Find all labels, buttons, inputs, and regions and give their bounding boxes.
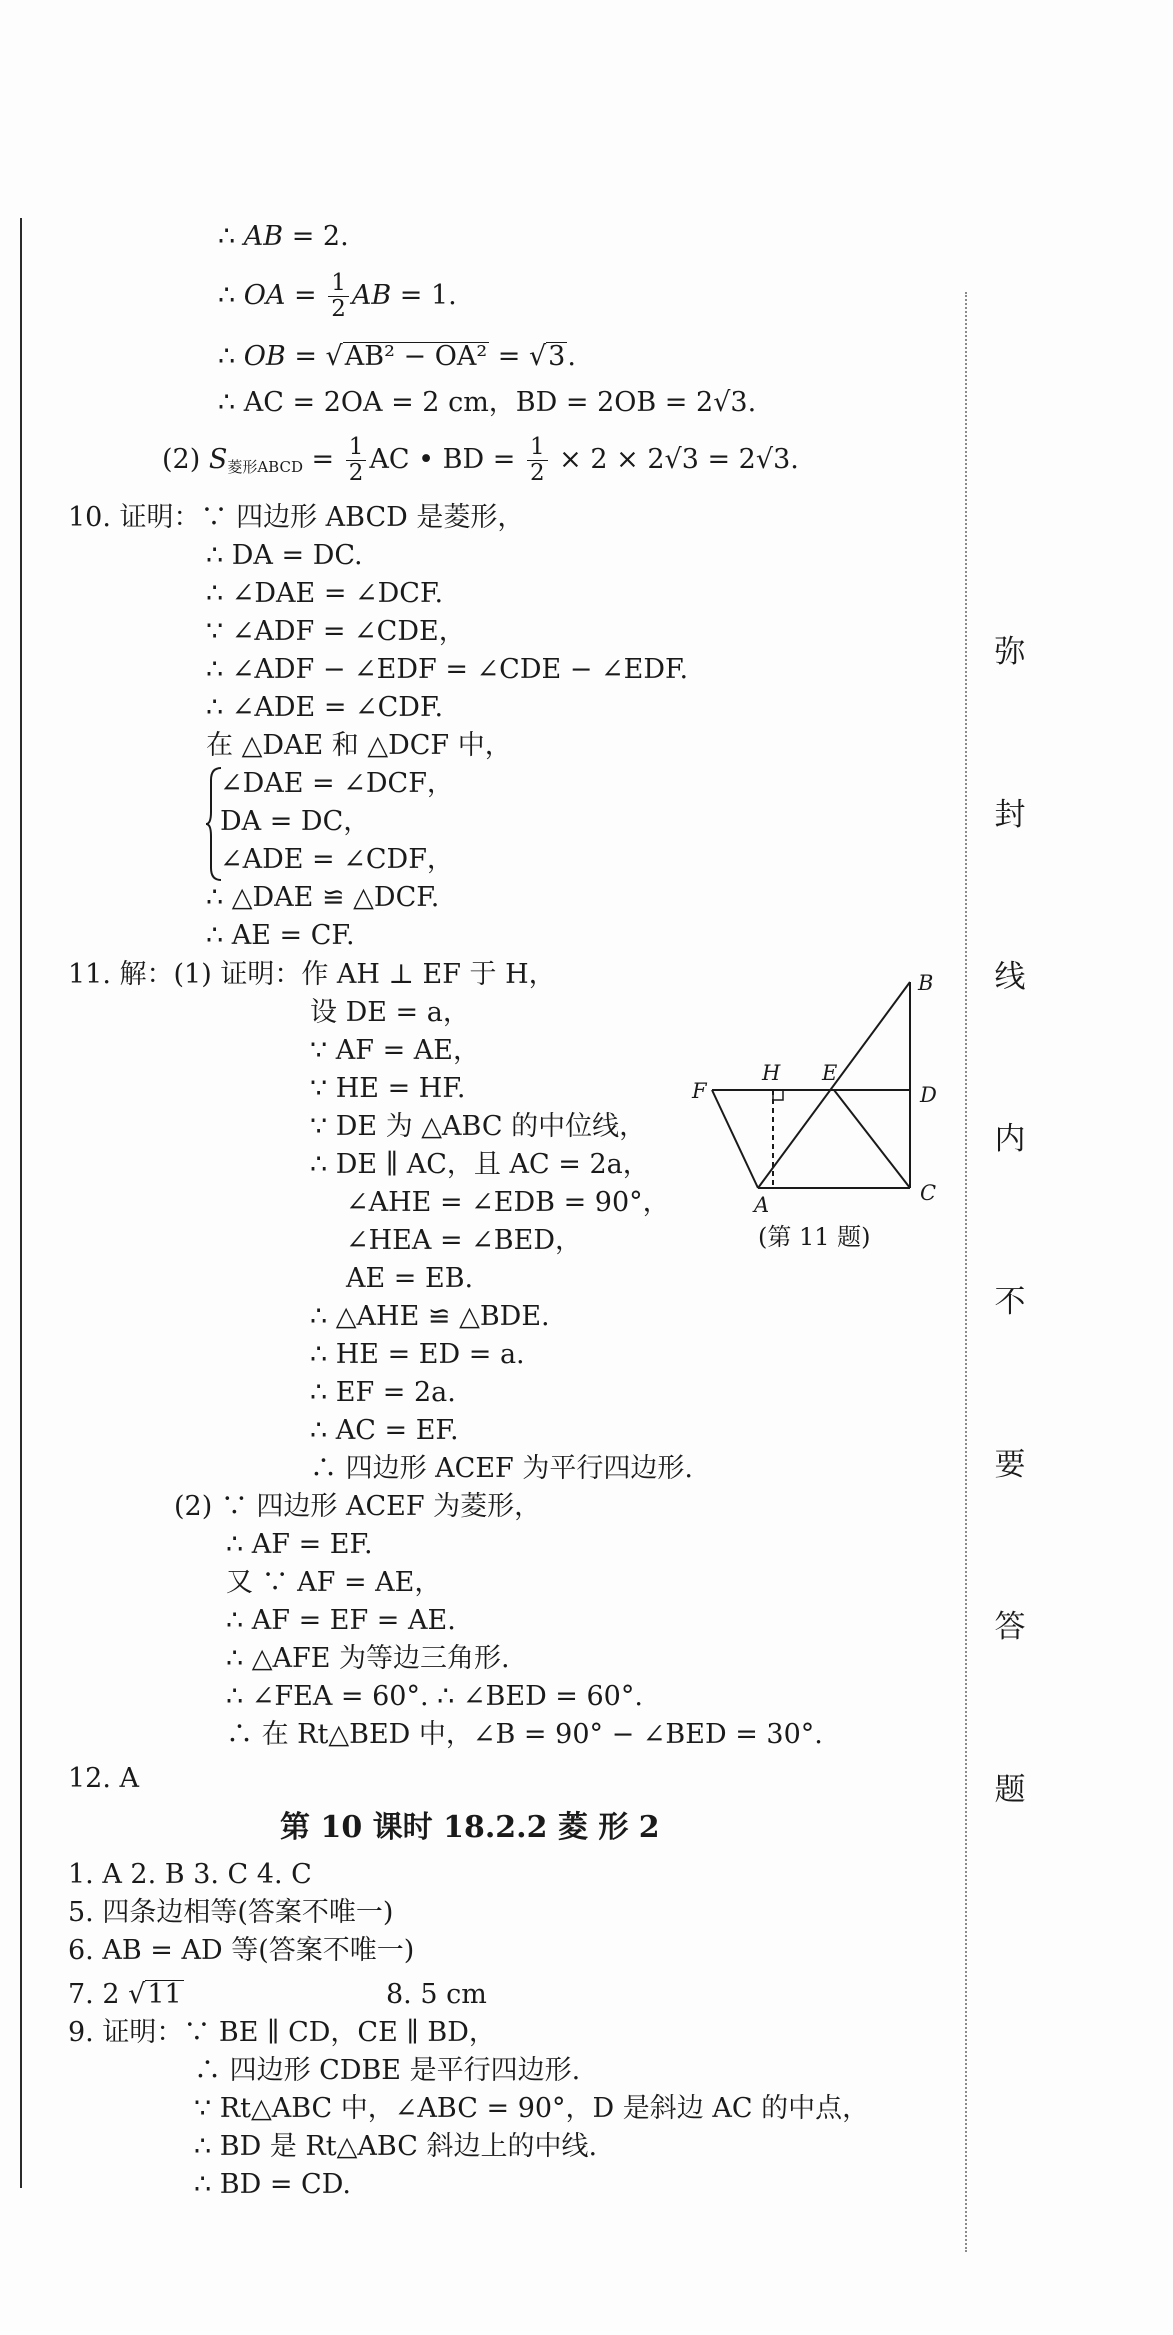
den: 2 [529,460,545,486]
q10-line: 在 △DAE 和 △DCF 中， [206,730,512,761]
q11-line: ∴ 四边形 ACEF 为平行四边形. [310,1453,693,1484]
q11-line: ∴ ∠FEA = 60°. ∴ ∠BED = 60°. [226,1681,643,1712]
q11-line: ∴ DE ∥ AC，且 AC = 2a， [310,1149,650,1180]
q11-line: ∴ HE = ED = a. [310,1339,525,1370]
q11-line: (2) ∵ 四边形 ACEF 为菱形， [174,1491,542,1522]
text: ∴ [218,387,244,418]
segment-ec [834,1090,910,1188]
q10-line: ∴ △DAE ≌ △DCF. [206,882,440,913]
seal-char-3: 线 [994,959,1026,995]
q9-line: ∵ Rt△ABC 中，∠ABC = 90°，D 是斜边 AC 的中点， [194,2093,870,2124]
var: AB [351,280,392,311]
text: . [567,341,576,372]
figure-q11 [670,960,950,1260]
num: 1 [346,435,367,461]
q11-line: ∴ △AHE ≌ △BDE. [310,1301,550,1332]
segment-fa [712,1090,758,1188]
answer-5: 5. 四条边相等(答案不唯一) [68,1897,394,1928]
label-h: H [762,1061,781,1085]
q11-line: ∠AHE = ∠EDB = 90°， [346,1187,670,1218]
text: × 2 × 2√3 = 2√3. [550,444,799,475]
fraction-half [346,435,367,486]
q11-line: ∴ △AFE 为等边三角形. [226,1643,510,1674]
section-heading: 第 10 课时 18.2.2 菱 形 2 [280,1810,660,1845]
q11-line: ∵ AF = AE， [310,1035,480,1066]
q10-line: ∴ ∠DAE = ∠DCF. [206,578,444,609]
label-e: E [822,1061,838,1085]
q10-line: ∴ ∠ADE = ∠CDF. [206,692,444,723]
q9-line: ∴ BD = CD. [194,2169,351,2200]
answers-1-4: 1. A 2. B 3. C 4. C [68,1859,312,1890]
q10-line: ∴ AE = CF. [206,920,355,951]
label-c: C [920,1181,937,1205]
q11-line: ∴ 在 Rt△BED 中，∠B = 90° − ∠BED = 30°. [226,1719,823,1750]
line-area [162,432,799,495]
q11-line: ∴ AC = EF. [310,1415,459,1446]
q11-line: ∴ AF = EF = AE. [226,1605,456,1636]
seal-char-5: 不 [994,1284,1026,1320]
radicand: AB² − OA² [344,341,488,372]
text: 7. 2 √ [68,1979,146,2010]
text: = [285,280,326,311]
label-f: F [692,1079,707,1103]
den: 2 [348,460,364,486]
seal-char-4: 内 [994,1121,1026,1157]
seal-dashed-line [965,292,967,2252]
q9-line: ∴ 四边形 CDBE 是平行四边形. [194,2055,581,2086]
seal-char-6: 要 [994,1447,1026,1483]
q9-line: 9. 证明：∵ BE ∥ CD，CE ∥ BD， [68,2017,496,2048]
seal-char-1: 弥 [994,634,1026,670]
var: S [208,444,228,475]
q11-line: ∴ AF = EF. [226,1529,373,1560]
text: AC • BD = [369,444,524,475]
q11-line: 11. 解：(1) 证明：作 AH ⊥ EF 于 H， [68,959,556,990]
subscript: 菱形ABCD [227,458,303,476]
text: AC = 2OA = 2 cm，BD = 2OB = 2√3. [243,387,757,418]
text: = 1. [391,280,457,311]
q10-line: ∴ ∠ADF − ∠EDF = ∠CDE − ∠EDF. [206,654,689,685]
answer-7 [68,1978,184,2012]
var: OA [243,280,286,311]
radicand: 11 [147,1979,182,2010]
line-oa [218,268,457,324]
text: ∴ [218,341,244,372]
q10-line: ∴ DA = DC. [206,540,363,571]
text: = √ [285,341,343,372]
line-ob [218,340,576,374]
text: = [302,444,343,475]
q11-line: ∴ EF = 2a. [310,1377,456,1408]
radicand: 3 [548,341,566,372]
line-ac-bd [218,386,756,420]
seal-char-7: 答 [994,1609,1026,1645]
num: 1 [527,435,548,461]
q11-line: ∵ HE = HF. [310,1073,466,1104]
label-d: D [920,1083,937,1107]
q10-line: ∠DAE = ∠DCF， [220,768,454,799]
seal-char-8: 题 [994,1772,1026,1808]
label-b: B [918,971,934,995]
q9-line: ∴ BD 是 Rt△ABC 斜边上的中线. [194,2131,598,2162]
fraction-half [527,435,548,486]
text: ∴ [218,221,244,252]
var: AB [243,221,284,252]
q11-line: AE = EB. [346,1263,474,1294]
q10-line: 10. 证明：∵ 四边形 ABCD 是菱形， [68,502,525,533]
text: ∴ [218,280,244,311]
q11-line: ∵ DE 为 △ABC 的中位线， [310,1111,647,1142]
label-a: A [754,1193,770,1217]
line-ab [218,220,349,254]
q12-answer: 12. A [68,1763,140,1794]
fraction-half [328,271,349,322]
den: 2 [331,296,346,322]
figure-caption: (第 11 题) [758,1223,871,1251]
text: (2) [162,444,209,475]
q11-line: 设 DE = a， [310,997,470,1028]
num: 1 [328,271,349,297]
seal-char-2: 封 [994,797,1026,833]
q10-line: ∵ ∠ADF = ∠CDE， [206,616,466,647]
answer-6: 6. AB = AD 等(答案不唯一) [68,1935,415,1966]
q11-line: ∠HEA = ∠BED， [346,1225,582,1256]
answer-8: 8. 5 cm [386,1979,487,2010]
q10-line: DA = DC， [220,806,371,837]
text: = √ [489,341,547,372]
right-angle-mark [773,1090,783,1100]
var: OB [243,341,286,372]
q11-line: 又 ∵ AF = AE， [226,1567,442,1598]
text: = 2. [283,221,349,252]
left-margin-rule [20,218,22,2188]
q10-line: ∠ADE = ∠CDF， [220,844,454,875]
